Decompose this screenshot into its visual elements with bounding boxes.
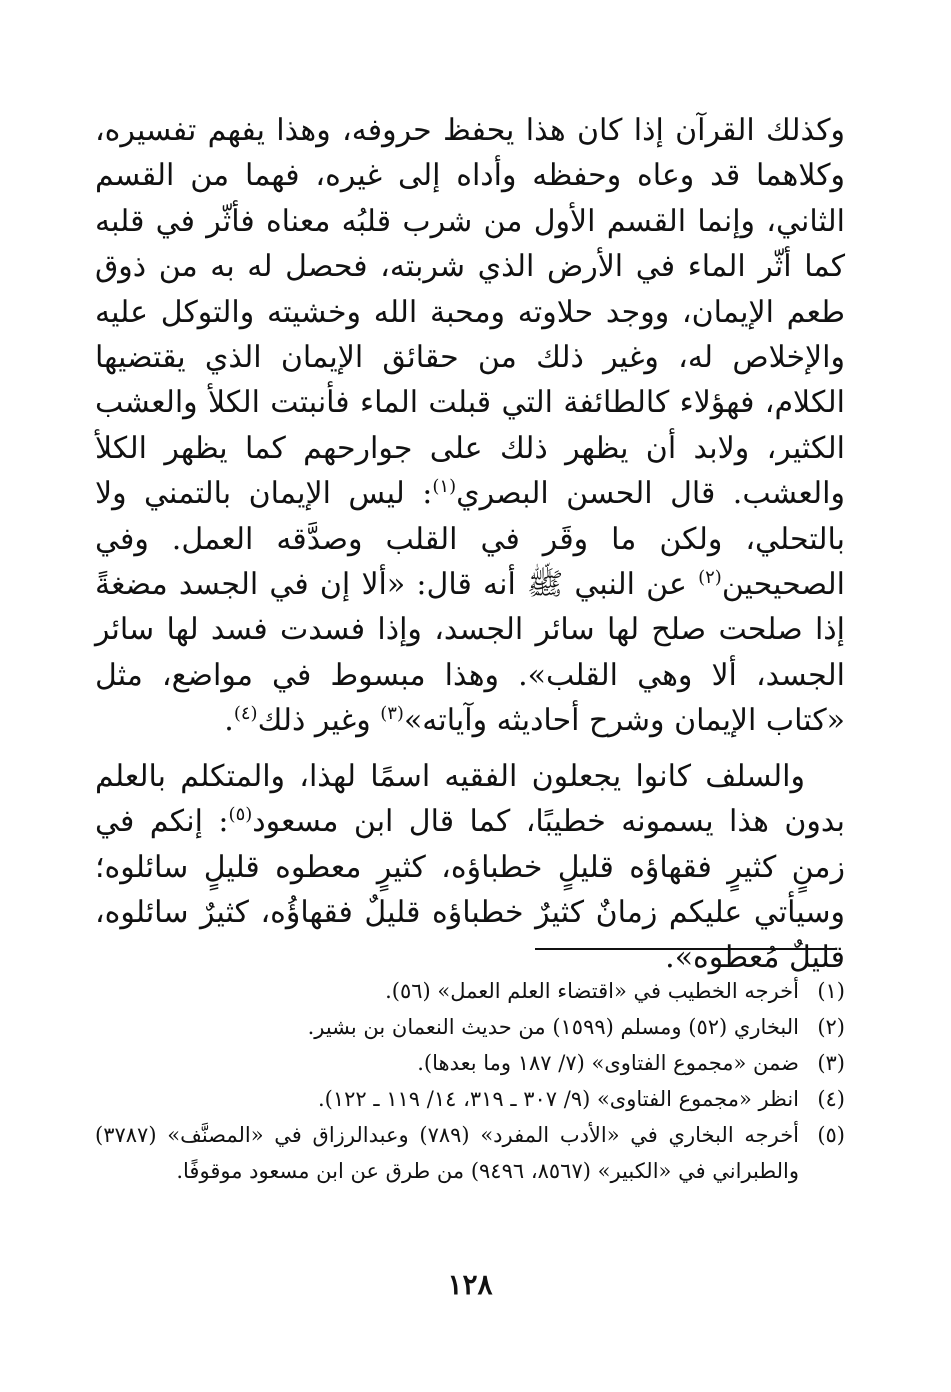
footnote-number: (٢) [817, 1015, 845, 1039]
footnote-number: (٥) [817, 1123, 845, 1147]
footnote-5 [95, 1117, 845, 1189]
main-text [95, 108, 845, 981]
page-number: ١٢٨ [447, 1268, 493, 1301]
footnote-number: (٤) [817, 1087, 845, 1111]
footnotes-section [95, 973, 845, 1189]
footnote-ref-5[interactable]: (٥) [228, 804, 253, 826]
paragraph-1-text-b: : ليس الإيمان بالتمني ولا بالتحلي، ولكن ما وقَر في القلب وصدَّقه العمل. وفي الصحيحين [95, 476, 845, 603]
book-page [95, 108, 845, 1308]
footnote-4 [95, 1081, 845, 1117]
paragraph-2-text-b: : إنكم في زمنٍ كثيرٍ فقهاؤه قليلٍ خطباؤه، كثيرٍ معطوه قليلٍ سائلوه؛ وسيأتي عليكم زمانٌ كثيرٌ خطباؤه قليلٌ فقهاؤُه، كثيرٌ سائلوه، قليلٌ مُعطوه». [95, 804, 845, 976]
paragraph-2 [95, 754, 845, 981]
footnote-number: (١) [817, 979, 845, 1003]
paragraph-2-text-a: والسلف كانوا يجعلون الفقيه اسمًا لهذا، والمتكلم بالعلم بدون هذا يسمونه خطيبًا، كما قال ابن مسعود [95, 758, 845, 840]
footnote-ref-3[interactable]: (٣) [380, 703, 404, 725]
paragraph-1-text-d: وغير ذلك [257, 703, 381, 739]
footnote-number: (٣) [817, 1051, 845, 1075]
paragraph-1 [95, 108, 845, 744]
footnote-ref-1[interactable]: (١) [432, 476, 457, 498]
footnote-ref-2[interactable]: (٢) [698, 567, 722, 589]
footnote-ref-4[interactable]: (٤) [233, 703, 258, 725]
paragraph-1-text-c: عن النبي ﷺ أنه قال: «ألا إن في الجسد مضغةً إذا صلحت صلح لها سائر الجسد، وإذا فسدت فسد لها سائر الجسد، ألا وهي القلب». وهذا مبسوط في مواضع، مثل «كتاب الإيمان وشرح أحاديثه وآياته» [95, 567, 845, 739]
footnote-3 [95, 1045, 845, 1081]
footnote-text: أخرجه الخطيب في «اقتضاء العلم العمل» (٥٦). [385, 979, 799, 1003]
footnote-text: البخاري (٥٢) ومسلم (١٥٩٩) من حديث النعمان بن بشير. [307, 1015, 799, 1039]
footnote-text: أخرجه البخاري في «الأدب المفرد» (٧٨٩) وعبدالرزاق في «المصنَّف» (٣٧٨٧) والطبراني في «الكبير» (٨٥٦٧، ٩٤٩٦) من طرق عن ابن مسعود موقوفًا. [95, 1123, 800, 1183]
footnote-1 [95, 973, 845, 1009]
footnote-2 [95, 1009, 845, 1045]
footnote-text: انظر «مجموع الفتاوى» (٩/ ٣٠٧ ـ ٣١٩، ١٤/ ١١٩ ـ ١٢٢). [317, 1087, 799, 1111]
paragraph-1-text-a: وكذلك القرآن إذا كان هذا يحفظ حروفه، وهذا يفهم تفسيره، وكلاهما قد وعاه وحفظه وأداه إلى غيره، فهما من القسم الثاني، وإنما القسم الأول من شرب قلبُه معناه فأثّر في قلبه كما أثّر الماء في الأرض الذي شربته، فحصل له به من ذوق طعم الإيمان، ووجد حلاوته ومحبة الله وخشيته والتوكل عليه والإخلاص له، وغير ذلك من حقائق الإيمان الذي يقتضيها الكلام، فهؤلاء كالطائفة التي قبلت الماء فأنبتت الكلأ والعشب الكثير، ولابد أن يظهر ذلك على جوارحهم كما يظهر الكلأ والعشب. قال الحسن البصري [95, 113, 845, 512]
footnote-text: ضمن «مجموع الفتاوى» (٧/ ١٨٧ وما بعدها). [417, 1051, 799, 1075]
paragraph-1-text-e: . [224, 703, 234, 739]
footnote-divider [535, 948, 835, 950]
